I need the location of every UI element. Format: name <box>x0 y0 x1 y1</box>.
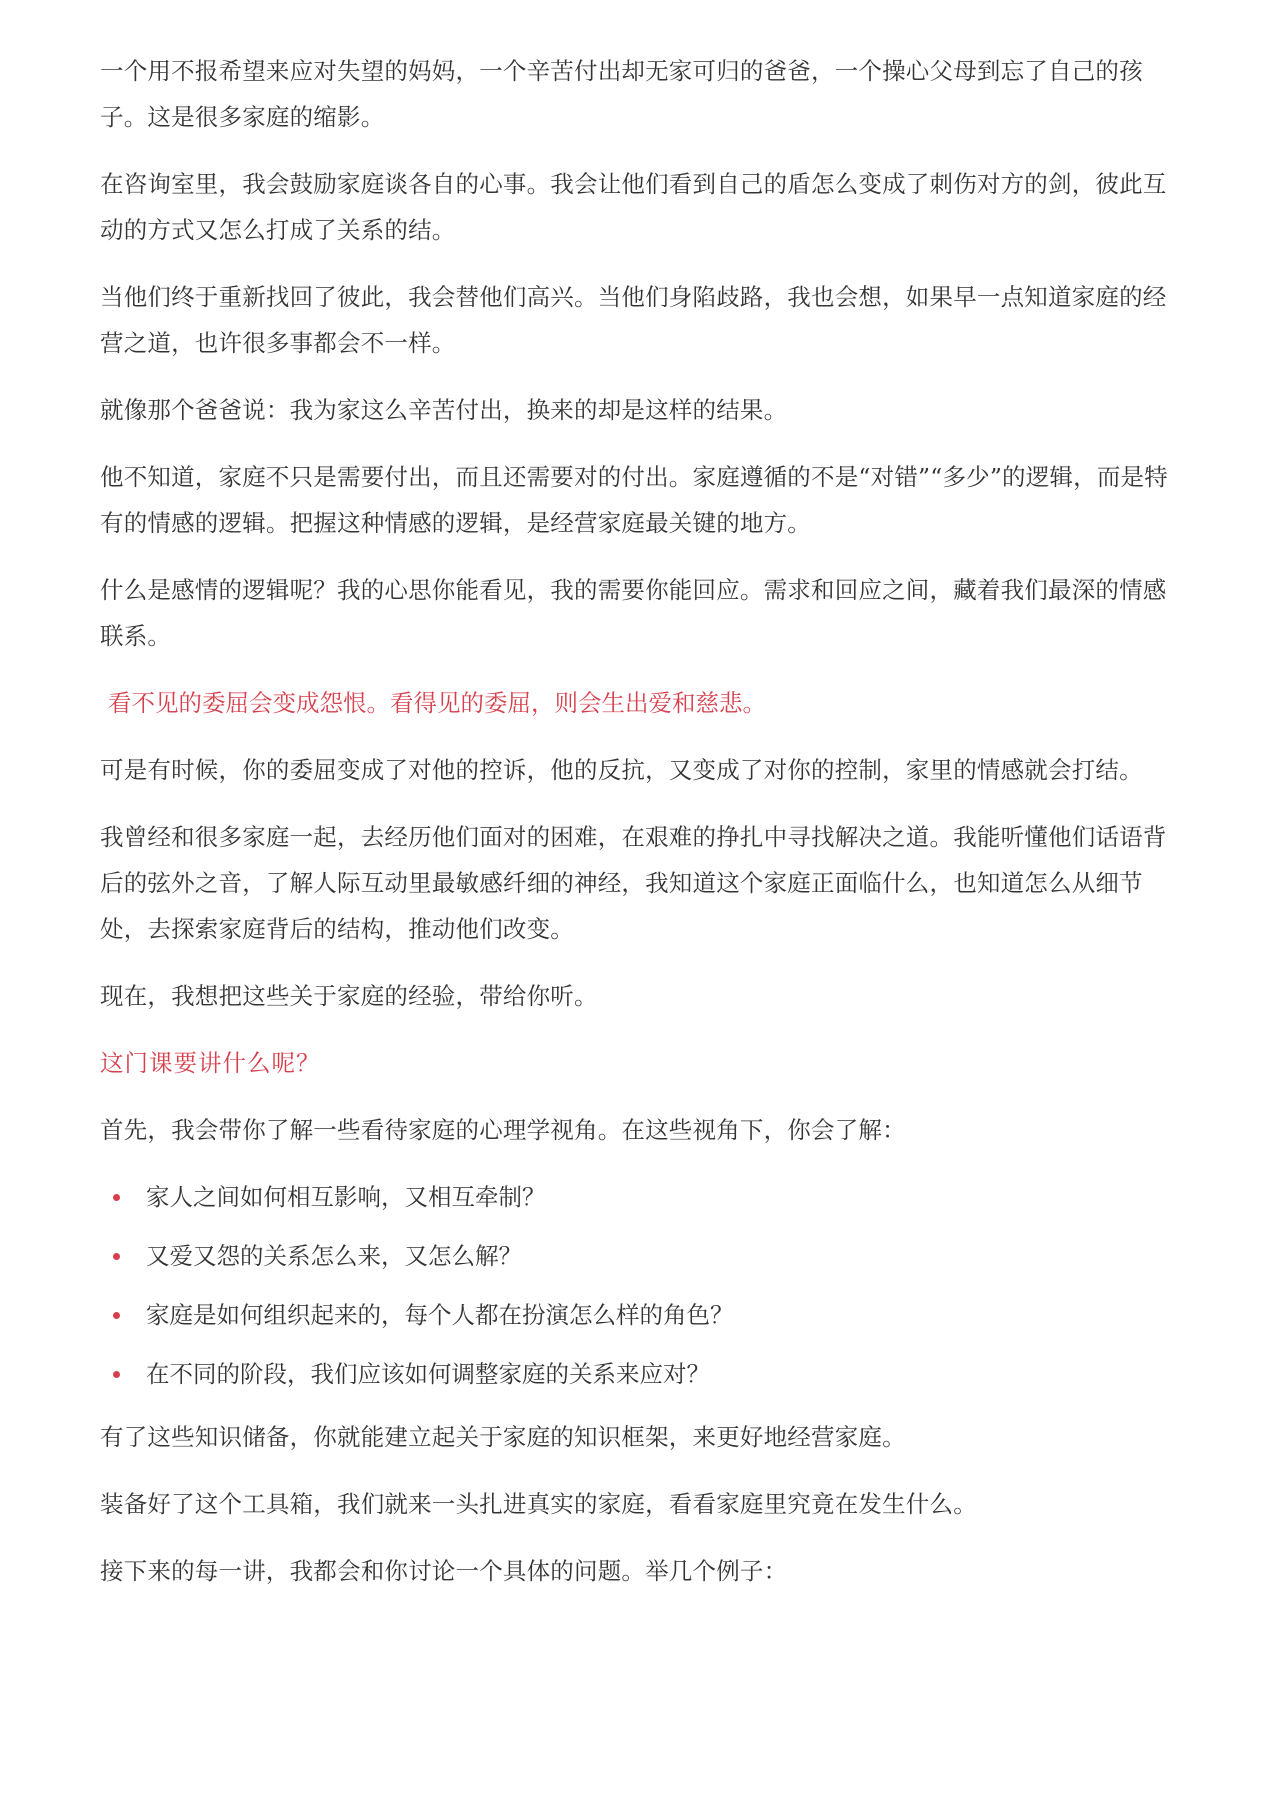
paragraph-examples-intro: 接下来的每一讲，我都会和你讨论一个具体的问题。举几个例子： <box>100 1557 788 1585</box>
bullet-dot-icon <box>113 1253 120 1260</box>
article-body <box>100 48 1175 1615</box>
list-item <box>100 1292 1175 1338</box>
list-item-text: 家人之间如何相互影响，又相互牵制？ <box>146 1183 546 1211</box>
bullet-dot-icon <box>113 1371 120 1378</box>
list-item <box>100 1233 1175 1279</box>
highlight-quote: 看不见的委屈会变成怨恨。看得见的委屈，则会生出爱和慈悲。 <box>108 689 766 717</box>
section-heading-course-content: 这门课要讲什么呢？ <box>100 1049 321 1077</box>
paragraph-father-quote: 就像那个爸爸说：我为家这么辛苦付出，换来的却是这样的结果。 <box>100 396 788 424</box>
paragraph-psychology-perspective: 首先，我会带你了解一些看待家庭的心理学视角。在这些视角下，你会了解： <box>100 1116 906 1144</box>
list-item-text: 家庭是如何组织起来的，每个人都在扮演怎么样的角色？ <box>146 1301 734 1329</box>
paragraph-emotional-logic: 他不知道，家庭不只是需要付出，而且还需要对的付出。家庭遵循的不是“对错”“多少”的逻辑，而是特有的情感的逻辑。把握这种情感的逻辑，是经营家庭最关键的地方。 <box>100 463 1168 537</box>
paragraph-what-is-emotional-logic: 什么是感情的逻辑呢？我的心思你能看见，我的需要你能回应。需求和回应之间，藏着我们最深的情感联系。 <box>100 576 1167 650</box>
paragraph-toolbox: 装备好了这个工具箱，我们就来一头扎进真实的家庭，看看家庭里究竟在发生什么。 <box>100 1490 977 1518</box>
paragraph-family-portrait: 一个用不报希望来应对失望的妈妈，一个辛苦付出却无家可归的爸爸，一个操心父母到忘了自己的孩子。这是很多家庭的缩影。 <box>100 57 1143 131</box>
paragraph-knowledge-framework: 有了这些知识储备，你就能建立起关于家庭的知识框架，来更好地经营家庭。 <box>100 1423 906 1451</box>
list-item-text: 又爱又怨的关系怎么来，又怎么解？ <box>146 1242 522 1270</box>
paragraph-consulting-room: 在咨询室里，我会鼓励家庭谈各自的心事。我会让他们看到自己的盾怎么变成了刺伤对方的剑，彼此互动的方式又怎么打成了关系的结。 <box>100 170 1167 244</box>
paragraph-emotions-knot: 可是有时候，你的委屈变成了对他的控诉，他的反抗，又变成了对你的控制，家里的情感就会打结。 <box>100 756 1143 784</box>
bullet-dot-icon <box>113 1194 120 1201</box>
list-item-text: 在不同的阶段，我们应该如何调整家庭的关系来应对？ <box>146 1360 710 1388</box>
list-item <box>100 1351 1175 1397</box>
paragraph-finding-each-other: 当他们终于重新找回了彼此，我会替他们高兴。当他们身陷歧路，我也会想，如果早一点知道家庭的经营之道，也许很多事都会不一样。 <box>100 283 1167 357</box>
paragraph-bring-to-you: 现在，我想把这些关于家庭的经验，带给你听。 <box>100 982 598 1010</box>
bullet-dot-icon <box>113 1312 120 1319</box>
list-item <box>100 1174 1175 1220</box>
topic-list <box>100 1174 1175 1397</box>
paragraph-experience: 我曾经和很多家庭一起，去经历他们面对的困难，在艰难的挣扎中寻找解决之道。我能听懂他们话语背后的弦外之音，了解人际互动里最敏感纤细的神经，我知道这个家庭正面临什么，也知道怎么从细节处，去探索家庭背后的结构，推动他们改变。 <box>100 823 1167 943</box>
